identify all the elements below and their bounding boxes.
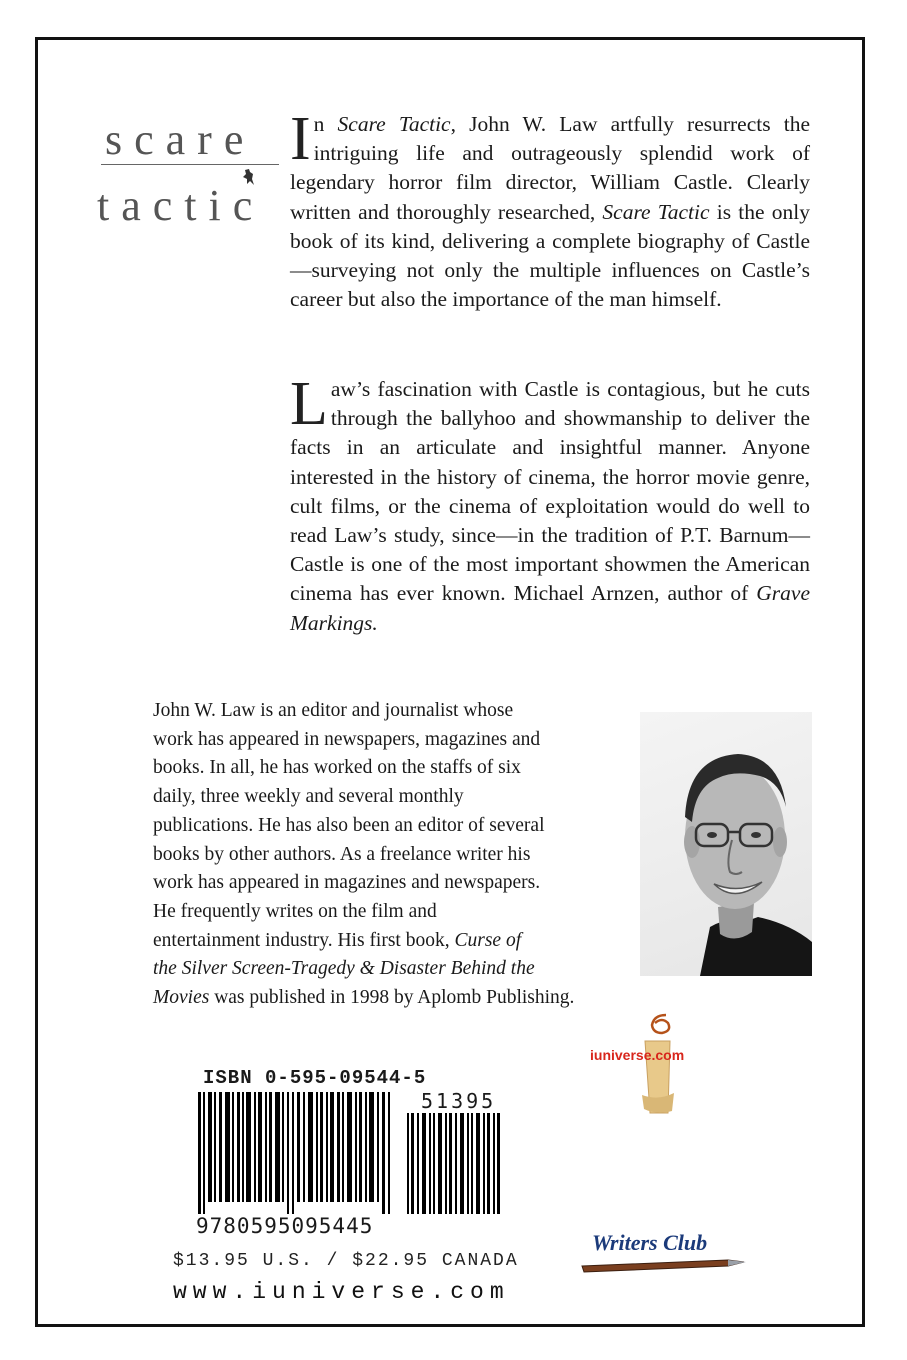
- publisher-url: www.iuniverse.com: [173, 1279, 510, 1305]
- price-label: $13.95 U.S. / $22.95 CANADA: [173, 1251, 519, 1271]
- author-photo: [640, 712, 812, 976]
- scare-tactic-logo: [97, 115, 287, 238]
- book-title: Scare Tactic: [602, 199, 710, 224]
- isbn-label: ISBN 0-595-09544-5: [203, 1067, 427, 1089]
- author-bio: John W. Law is an editor and journalist whose work has appeared in newspapers, magazines and books. In all, he has worked on the staffs of six daily, three weekly and several monthly publications. He has also been an editor of several books by other authors. As a freelance writer his work has appeared in magazines and newspapers. He frequently writes on the film and entertainment industry. His first book, Curse of the Silver Screen-Tragedy & Disaster Behind the Movies was published in 1998 by Aplomb Publishing.: [153, 700, 575, 1009]
- logo-word-scare: scare: [105, 115, 256, 164]
- review-paragraph: Law’s fascination with Castle is contagious, but he cuts through the ballyhoo and showmanship to deliver the facts in an articulate and insightful manner. Anyone interested in the history of cinema, the horror movie genre, cult films, or the cinema of exploitation would do well to read Law’s study, since—in the tradition of P.T. Barnum— Castle is one of the most important showmen the American cinema has ever known. Michael Arnzen, author of Grave Markings.: [290, 370, 810, 635]
- addon-barcode: [407, 1113, 500, 1214]
- book-title: Scare Tactic: [337, 112, 451, 136]
- iuniverse-logo-text: iuniverse.com: [590, 1047, 685, 1063]
- drop-cap: I: [290, 105, 311, 173]
- barcode-number: 9780595095445: [196, 1214, 374, 1238]
- author-portrait-icon: [640, 712, 812, 976]
- ean-barcode: [198, 1092, 394, 1214]
- logo-word-tactic: tactic: [97, 181, 265, 230]
- barcode-addon-number: 51395: [421, 1089, 497, 1113]
- logo-rule: [101, 164, 279, 165]
- writers-club-logo-text: Writers Club: [592, 1230, 708, 1255]
- drop-cap: L: [290, 370, 328, 438]
- description-paragraph-1: In Scare Tactic, John W. Law artfully resurrects the intriguing life and outrageously splendid work of legendary horror film director, William Castle. Clearly written and thoroughly researched, Scare Tactic is the only book of its kind, delivering a complete biography of Castle—surveying not only the multiple influences on Castle’s career but also the importance of the man himself.: [290, 105, 811, 312]
- referenced-book-title: Grave Markings.: [290, 581, 810, 635]
